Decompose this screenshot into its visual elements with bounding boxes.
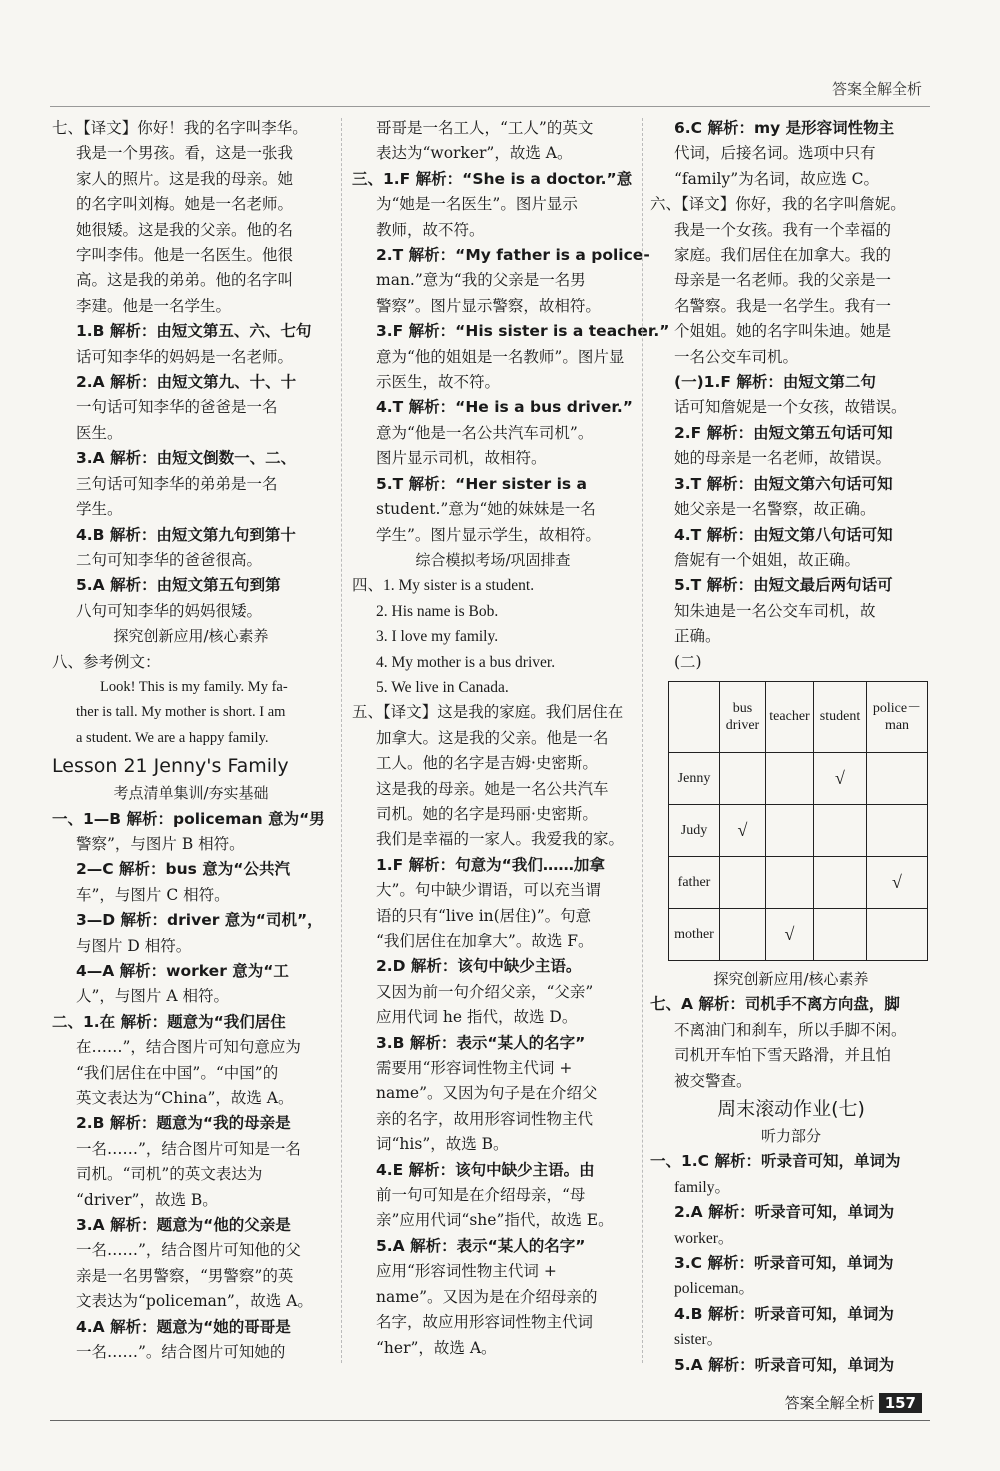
text-line: 高。这是我的弟弟。他的名字叫 (76, 271, 294, 290)
table-row (669, 804, 928, 856)
text-line: “我们居住在中国”。“中国”的 (76, 1063, 279, 1082)
table-cell (814, 804, 867, 856)
text-line: 被交警查。 (674, 1071, 752, 1090)
column-3-bottom (650, 967, 932, 1378)
text-line: 4—A 解析：worker 意为“工 (76, 962, 289, 980)
text-line: 图片显示司机，故相符。 (376, 449, 547, 468)
header-rule (50, 106, 930, 107)
text-line: “family”为名词，故应选 C。 (674, 169, 879, 188)
text-line: 我们是幸福的一家人。我爱我的家。 (376, 830, 625, 849)
text-line: 正确。 (674, 627, 721, 646)
page-header-title: 答案全解全析 (831, 80, 922, 98)
footer-title: 答案全解全析 (784, 1394, 875, 1412)
text-line: 为“她是一名医生”。图片显示 (376, 195, 578, 214)
text-line: 八、参考例文： (52, 652, 161, 671)
text-line: 4.B 解析：由短文第九句到第十 (76, 525, 296, 544)
check-mark-cell: √ (720, 804, 766, 856)
table-cell (766, 856, 814, 908)
text-line: 3.A 解析：题意为“他的父亲是 (76, 1216, 291, 1235)
text-line: ther is tall. My mother is short. I am (76, 704, 286, 721)
text-line: 名警察。我是一名学生。我有一 (674, 296, 892, 315)
text-line: “driver”，故选 B。 (76, 1190, 218, 1209)
text-line: 4.A 解析：题意为“她的哥哥是 (76, 1317, 291, 1336)
text-line: 2.F 解析：由短文第五句话可知 (674, 423, 893, 442)
text-line: 3.C 解析：听录音可知，单词为 (674, 1254, 894, 1272)
text-line: 车”，与图片 C 相符。 (76, 885, 230, 904)
text-line: 名字，故应用形容词性物主代词 (376, 1313, 594, 1332)
text-line: 又因为前一句介绍父亲，“父亲” (376, 982, 594, 1001)
text-line: 学生。 (76, 500, 123, 519)
text-line: 意为“他是一名公共汽车司机”。 (376, 423, 594, 442)
table-header-row (669, 681, 928, 752)
text-line: sister。 (674, 1331, 723, 1349)
text-line: 一名……”。结合图片可知她的 (76, 1343, 286, 1362)
table-header-cell: bus driver (720, 681, 766, 752)
text-line: 2.A 解析：由短文第九、十、十 (76, 373, 297, 392)
text-line: 家人的照片。这是我的母亲。她 (76, 169, 294, 188)
text-line: 三、1.F 解析：“She is a doctor.”意 (352, 169, 633, 188)
text-line: family。 (674, 1178, 730, 1196)
text-line: 3. I love my family. (376, 628, 499, 646)
table-row (669, 908, 928, 960)
text-line: 5.T 解析：由短文最后两句话可 (674, 576, 893, 595)
text-line: 一名……”，结合图片可知他的父 (76, 1241, 301, 1260)
text-line: 一名公交车司机。 (674, 347, 799, 366)
text-line: “我们居住在加拿大”。故选 F。 (376, 932, 594, 950)
text-line: man.”意为“我的父亲是一名男 (376, 271, 586, 290)
text-line: 表达为“worker”，故选 A。 (376, 144, 573, 163)
text-line: 3.A 解析：由短文倒数一、二、 (76, 449, 297, 468)
table-row-label: Jenny (669, 752, 720, 804)
table-header-cell: student (814, 681, 867, 752)
text-line: 2.A 解析：听录音可知，单词为 (674, 1203, 895, 1222)
table-row (669, 856, 928, 908)
text-line: 4.B 解析：听录音可知，单词为 (674, 1304, 894, 1323)
text-line: 五、【译文】这是我的家庭。我们居住在 (352, 703, 624, 722)
text-line: 5.A 解析：听录音可知，单词为 (674, 1355, 895, 1374)
text-line: 母亲是一名老师。我的父亲是一 (674, 271, 892, 290)
text-line: 个姐姐。她的名字叫朱迪。她是 (674, 322, 892, 341)
check-mark-cell: √ (867, 856, 928, 908)
text-line: student.”意为“她的妹妹是一名 (376, 500, 596, 519)
table-cell (720, 856, 766, 908)
text-line: 一句话可知李华的爸爸是一名 (76, 398, 278, 417)
text-line: 一、1—B 解析：policeman 意为“男 (52, 809, 325, 828)
text-line: 八句可知李华的妈妈很矮。 (76, 601, 263, 620)
bottom-rule (50, 1420, 930, 1421)
text-line: 一、1.C 解析：听录音可知，单词为 (650, 1152, 901, 1171)
answer-column-2 (352, 116, 670, 1361)
text-line: worker。 (674, 1229, 734, 1247)
text-line: 5.A 解析：表示“某人的名字” (376, 1236, 586, 1255)
text-line: 综合模拟考场/巩固排查 (415, 550, 571, 569)
text-line: 学生”。图片显示学生，故相符。 (376, 525, 601, 544)
text-line: 家庭。我们居住在加拿大。我的 (674, 246, 892, 265)
text-line: 3—D 解析：driver 意为“司机”， (76, 911, 323, 930)
text-line: 探究创新应用/核心素养 (713, 969, 869, 988)
text-line: 亲的名字，故用形容词性物主代 (376, 1109, 594, 1128)
table-row-label: mother (669, 908, 720, 960)
text-line: 二句可知李华的爸爸很高。 (76, 550, 263, 569)
text-line: 人”，与图片 A 相符。 (76, 987, 229, 1006)
table-cell (720, 908, 766, 960)
text-line: 警察”。图片显示警察，故相符。 (376, 296, 601, 315)
text-line: 哥哥是一名工人，“工人”的英文 (376, 119, 594, 137)
text-line: 4. My mother is a bus driver. (376, 653, 556, 671)
table-cell (814, 856, 867, 908)
text-line: 5.A 解析：由短文第五句到第 (76, 576, 281, 595)
text-line: 大”。句中缺少谓语，可以充当谓 (376, 881, 601, 900)
text-line: 一名……”，结合图片可知是一名 (76, 1139, 301, 1158)
column-3-top (650, 116, 932, 675)
table-header-cell: police－man (867, 681, 928, 752)
text-line: 与图片 D 相符。 (76, 936, 192, 955)
text-line: 的名字叫刘梅。她是一名老师。 (76, 195, 294, 214)
table-row-label: father (669, 856, 720, 908)
text-line: 亲”应用代词“she”指代，故选 E。 (376, 1211, 614, 1230)
text-line: 2. His name is Bob. (376, 602, 499, 620)
text-line: “her”，故选 A。 (376, 1338, 497, 1357)
text-line: 探究创新应用/核心素养 (113, 627, 269, 646)
text-line: 应用代词 he 指代，故选 D。 (376, 1008, 578, 1027)
text-line: 司机。“司机”的英文表达为 (76, 1165, 263, 1184)
table-cell (720, 752, 766, 804)
text-line: policeman。 (674, 1280, 755, 1298)
text-line: 她的母亲是一名老师，故错误。 (674, 449, 892, 468)
text-line: 不离油门和刹车，所以手脚不闲。 (674, 1020, 907, 1039)
text-line: 二、1.在 解析：题意为“我们居住 (52, 1012, 286, 1031)
text-line: 示医生，故不符。 (376, 373, 501, 392)
text-line: (二) (674, 652, 702, 671)
text-line: 文表达为“policeman”，故选 A。 (76, 1292, 313, 1311)
text-line: 2.B 解析：题意为“我的母亲是 (76, 1114, 291, 1133)
text-line: 字叫李伟。他是一名医生。他很 (76, 246, 294, 265)
text-line: 教师，故不符。 (376, 220, 485, 239)
text-line: 亲是一名男警察，“男警察”的英 (76, 1266, 294, 1285)
text-line: 七、【译文】你好！我的名字叫李华。 (52, 119, 308, 137)
answer-column-3 (650, 116, 932, 1378)
text-line: 听力部分 (760, 1126, 821, 1145)
text-line: 语的只有“live in(居住)”。句意 (376, 906, 592, 925)
text-line: 话可知李华的妈妈是一名老师。 (76, 347, 294, 366)
text-line: name”。又因为句子是在介绍父 (376, 1084, 598, 1103)
text-line: 我是一个男孩。看，这是一张我 (76, 144, 294, 163)
text-line: 英文表达为“China”，故选 A。 (76, 1089, 294, 1108)
text-line: 应用“形容词性物主代词 + (376, 1262, 557, 1281)
check-mark-cell: √ (814, 752, 867, 804)
text-line: 3.T 解析：由短文第六句话可知 (674, 474, 893, 493)
text-line: 知朱迪是一名公交车司机，故 (674, 601, 876, 620)
text-line: name”。又因为是在介绍母亲的 (376, 1287, 598, 1306)
table-cell (867, 752, 928, 804)
table-cell (766, 752, 814, 804)
text-line: 三句话可知李华的弟弟是一名 (76, 474, 278, 493)
text-line: 四、1. My sister is a student. (352, 577, 535, 595)
text-line: 3.B 解析：表示“某人的名字” (376, 1033, 586, 1052)
table-header-cell: teacher (766, 681, 814, 752)
table-cell (766, 804, 814, 856)
text-line: 4.E 解析：该句中缺少主语。由 (376, 1160, 595, 1179)
text-line: Lesson 21 Jenny's Family (52, 755, 289, 778)
table-row (669, 752, 928, 804)
table-cell (867, 908, 928, 960)
text-line: 2—C 解析：bus 意为“公共汽 (76, 860, 290, 879)
text-line: 她父亲是一名警察，故正确。 (674, 500, 876, 519)
text-line: 工人。他的名字是吉姆·史密斯。 (376, 754, 598, 773)
text-line: 3.F 解析：“His sister is a teacher.” (376, 322, 670, 341)
text-line: 在……”，结合图片可知句意应为 (76, 1038, 301, 1057)
text-line: 4.T 解析：“He is a bus driver.” (376, 398, 633, 417)
text-line: 需要用“形容词性物主代词 + (376, 1059, 573, 1078)
column-divider (341, 118, 342, 1363)
table-header-cell (669, 681, 720, 752)
text-line: 4.T 解析：由短文第八句话可知 (674, 525, 893, 544)
table-row-label: Judy (669, 804, 720, 856)
text-line: 考点清单集训/夯实基础 (113, 784, 269, 803)
text-line: 六、【译文】你好，我的名字叫詹妮。 (650, 195, 906, 214)
table-cell (867, 804, 928, 856)
text-line: 警察”，与图片 B 相符。 (76, 834, 245, 853)
text-line: 她很矮。这是我的父亲。他的名 (76, 220, 294, 239)
answer-table (668, 681, 928, 961)
page-footer (785, 1392, 922, 1413)
text-line: 2.T 解析：“My father is a police- (376, 246, 650, 265)
text-line: 词“his”，故选 B。 (376, 1135, 509, 1154)
column-divider (642, 118, 643, 1363)
text-line: 2.D 解析：该句中缺少主语。 (376, 957, 582, 976)
text-line: 李建。他是一名学生。 (76, 296, 232, 315)
text-line: 5. We live in Canada. (376, 678, 509, 696)
text-line: Look! This is my family. My fa- (100, 678, 288, 695)
table-cell (814, 908, 867, 960)
text-line: a student. We are a happy family. (76, 729, 269, 746)
text-line: 詹妮有一个姐姐，故正确。 (674, 550, 861, 569)
text-line: 周末滚动作业(七) (717, 1097, 865, 1120)
text-line: 我是一个女孩。我有一个幸福的 (674, 220, 892, 239)
check-mark-cell: √ (766, 908, 814, 960)
text-line: 意为“他的姐姐是一名教师”。图片显 (376, 347, 625, 366)
text-line: 1.B 解析：由短文第五、六、七句 (76, 322, 312, 341)
text-line: 加拿大。这是我的父亲。他是一名 (376, 728, 609, 747)
text-line: 前一句可知是在介绍母亲，“母 (376, 1186, 586, 1205)
text-line: 1.F 解析：句意为“我们……加拿 (376, 855, 605, 874)
text-line: 6.C 解析：my 是形容词性物主 (674, 119, 895, 137)
text-line: 七、A 解析：司机手不离方向盘，脚 (650, 995, 900, 1014)
text-line: 话可知詹妮是一个女孩，故错误。 (674, 398, 907, 417)
text-line: 司机。她的名字是玛丽·史密斯。 (376, 804, 598, 823)
answer-column-1 (52, 116, 330, 1366)
text-line: 司机开车怕下雪天路滑，并且怕 (674, 1046, 892, 1065)
text-line: 这是我的母亲。她是一名公共汽车 (376, 779, 609, 798)
text-line: (一)1.F 解析：由短文第二句 (674, 373, 876, 392)
text-line: 医生。 (76, 423, 123, 442)
text-line: 代词，后接名词。选项中只有 (674, 144, 876, 163)
text-line: 5.T 解析：“Her sister is a (376, 474, 587, 493)
page-number: 157 (879, 1393, 922, 1413)
